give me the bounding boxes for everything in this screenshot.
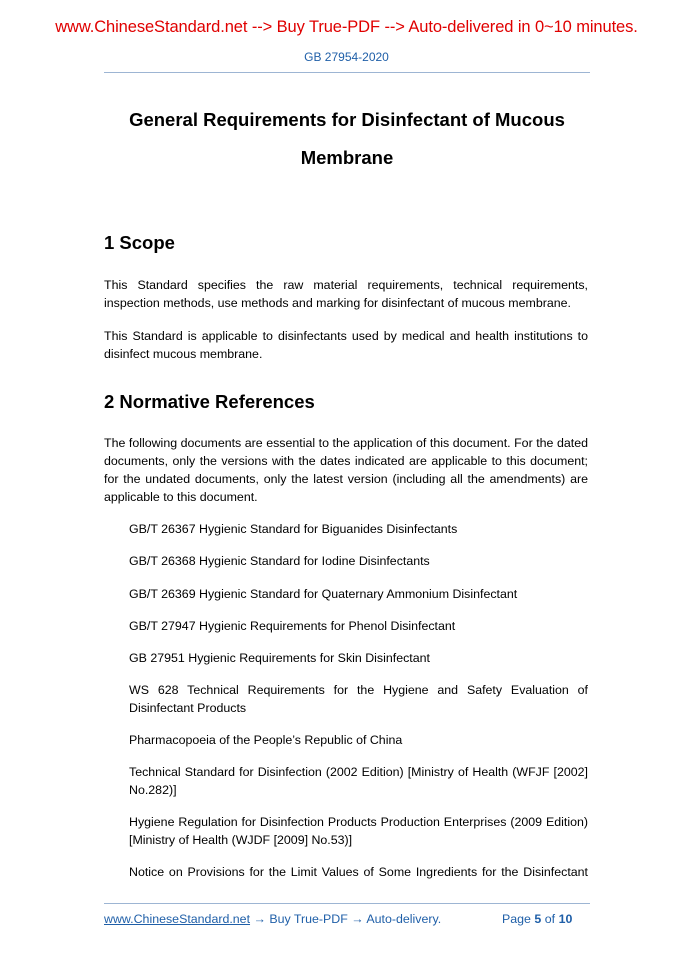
scope-paragraph-1: This Standard specifies the raw material requirements, technical requirements, inspection methods, use methods and marking for disinfectant of mucous membrane. bbox=[104, 278, 588, 310]
reference-item: GB/T 26369 Hygienic Standard for Quaternary Ammonium Disinfectant bbox=[129, 587, 518, 601]
reference-item: Notice on Provisions for the Limit Values of Some Ingredients for the Disinfectant bbox=[129, 865, 588, 879]
section-heading-scope: 1 Scope bbox=[104, 232, 175, 253]
page-current: 5 bbox=[534, 912, 542, 926]
arrow-right-icon: → bbox=[347, 912, 367, 926]
scope-paragraph-2: This Standard is applicable to disinfectants used by medical and health institutions to disinfect mucous membrane. bbox=[104, 329, 588, 361]
reference-item: GB 27951 Hygienic Requirements for Skin Disinfectant bbox=[129, 651, 430, 665]
footer-buy-link[interactable]: Buy True-PDF bbox=[269, 912, 348, 926]
page-of: of bbox=[544, 912, 556, 926]
header-rule bbox=[104, 72, 590, 73]
reference-item: GB/T 26368 Hygienic Standard for Iodine Disinfectants bbox=[129, 554, 430, 568]
footer-delivery-text: Auto-delivery. bbox=[366, 912, 442, 926]
references-intro-paragraph: The following documents are essential to the application of this document. For the dated documents, only the versions with the dates indicated are applicable to this document; for the undated documents, only the latest version (including all the amendments) are applicable to this document. bbox=[104, 436, 588, 504]
footer-rule bbox=[104, 903, 590, 904]
top-banner[interactable]: www.ChineseStandard.net --> Buy True-PDF --> Auto-delivered in 0~10 minutes. bbox=[55, 18, 638, 36]
footer-site-link[interactable]: www.ChineseStandard.net bbox=[104, 912, 251, 926]
page-label: Page bbox=[502, 912, 531, 926]
reference-item: GB/T 26367 Hygienic Standard for Biguanides Disinfectants bbox=[129, 522, 458, 536]
footer-links bbox=[104, 912, 441, 926]
title-line-1: General Requirements for Disinfectant of Mucous bbox=[129, 109, 565, 130]
title-line-2: Membrane bbox=[300, 147, 394, 168]
document-title bbox=[104, 101, 590, 177]
reference-item: GB/T 27947 Hygienic Requirements for Phenol Disinfectant bbox=[129, 619, 456, 633]
standard-number: GB 27954-2020 bbox=[304, 50, 389, 64]
reference-item: Hygiene Regulation for Disinfection Products Production Enterprises (2009 Edition) [Ministry of Health (WJDF [2009] No.53)] bbox=[129, 815, 588, 847]
arrow-right-icon: → bbox=[250, 912, 270, 926]
reference-item: Pharmacopoeia of the People’s Republic of China bbox=[129, 733, 403, 747]
page-total: 10 bbox=[558, 912, 573, 926]
reference-item: Technical Standard for Disinfection (2002 Edition) [Ministry of Health (WFJF [2002] No.282)] bbox=[129, 765, 588, 797]
reference-item: WS 628 Technical Requirements for the Hygiene and Safety Evaluation of Disinfectant Products bbox=[129, 683, 588, 715]
section-heading-normative-references: 2 Normative References bbox=[104, 391, 315, 412]
page-indicator bbox=[502, 912, 572, 926]
